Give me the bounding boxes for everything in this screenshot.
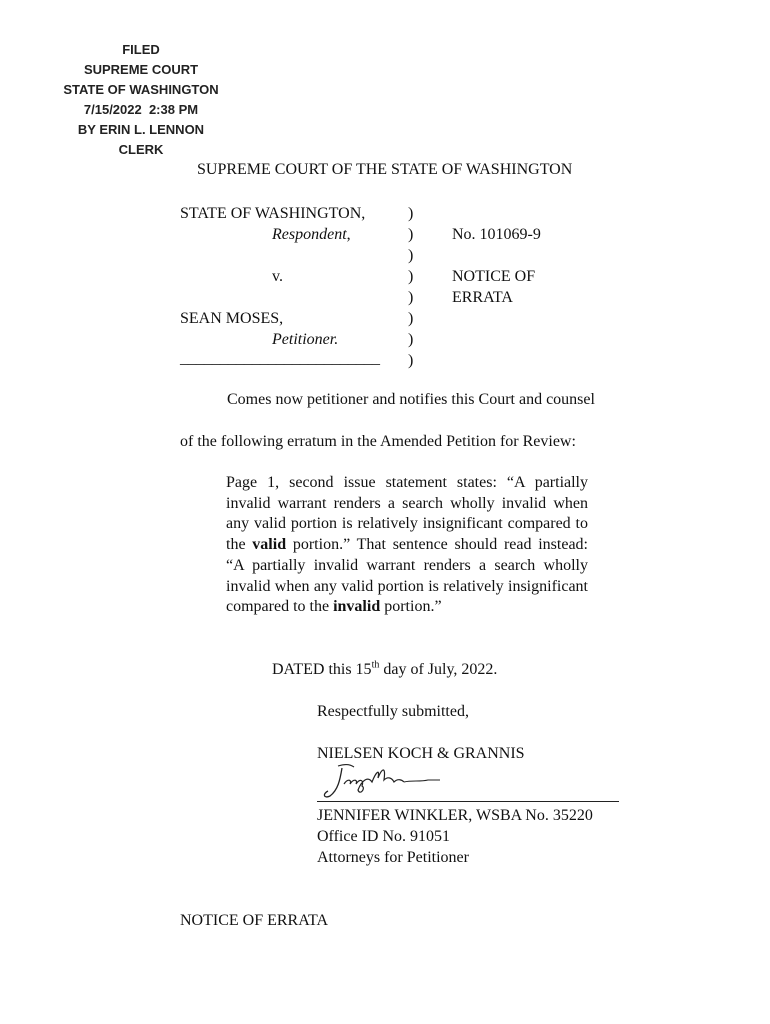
document-title-line2: ERRATA bbox=[452, 289, 513, 306]
erratum-quote bbox=[226, 473, 588, 618]
paren: ) bbox=[408, 352, 414, 369]
firm-name: NIELSEN KOCH & GRANNIS bbox=[317, 745, 525, 762]
quote-text: portion.” That sentence should read instead: “A partially invalid warrant renders a search wholly invalid when any valid portion is relatively insignificant compared to the bbox=[226, 536, 588, 616]
dated-ordinal: th bbox=[371, 659, 380, 671]
party-state: STATE OF WASHINGTON, bbox=[180, 205, 366, 222]
paren: ) bbox=[408, 247, 414, 264]
court-title: SUPREME COURT OF THE STATE OF WASHINGTON bbox=[197, 161, 573, 178]
versus-text: v. bbox=[272, 268, 283, 285]
dated-suffix: day of July, 2022. bbox=[379, 661, 498, 678]
quote-text: portion.” bbox=[380, 598, 442, 616]
case-number: No. 101069-9 bbox=[452, 226, 541, 243]
document-title-line1: NOTICE OF bbox=[452, 268, 536, 285]
intro-paragraph-line2: of the following erratum in the Amended Petition for Review: bbox=[180, 433, 576, 450]
role-comma: , bbox=[346, 226, 351, 243]
caption-underline: _________________________ bbox=[180, 350, 380, 367]
party-petitioner: SEAN MOSES, bbox=[180, 310, 284, 327]
stamp-line: SUPREME COURT bbox=[83, 62, 199, 77]
party-role-petitioner: Petitioner. bbox=[272, 331, 339, 348]
signature-line bbox=[317, 801, 619, 802]
attorney-name: JENNIFER WINKLER, WSBA No. 35220 bbox=[317, 807, 593, 824]
paren: ) bbox=[408, 226, 414, 243]
quote-text: Page 1, second issue statement states: “A partially invalid warrant renders a search wholly invalid when any valid portion is relatively insignificant compared to the bbox=[226, 474, 588, 554]
paren: ) bbox=[408, 205, 414, 222]
filing-stamp bbox=[40, 40, 242, 160]
stamp-line: STATE OF WASHINGTON bbox=[63, 82, 219, 97]
office-id: Office ID No. 91051 bbox=[317, 828, 451, 845]
intro-paragraph-line1: Comes now petitioner and notifies this Court and counsel bbox=[227, 391, 595, 408]
paren: ) bbox=[408, 310, 414, 327]
case-caption bbox=[180, 203, 600, 373]
stamp-line: 7/15/2022 2:38 PM bbox=[83, 102, 199, 117]
handwritten-signature bbox=[320, 758, 450, 802]
dated-line bbox=[272, 661, 497, 679]
caption-parentheses bbox=[408, 203, 420, 371]
attorney-role: Attorneys for Petitioner bbox=[317, 849, 469, 866]
paren: ) bbox=[408, 331, 414, 348]
role-text: Respondent bbox=[272, 226, 347, 243]
quote-emphasis-valid: valid bbox=[252, 536, 287, 554]
stamp-line: BY ERIN L. LENNON bbox=[77, 122, 205, 137]
stamp-line: FILED bbox=[122, 42, 160, 57]
page-footer: NOTICE OF ERRATA bbox=[180, 912, 329, 929]
paren: ) bbox=[408, 268, 414, 285]
stamp-line: CLERK bbox=[118, 142, 164, 157]
quote-emphasis-invalid: invalid bbox=[333, 598, 381, 616]
closing-text: Respectfully submitted, bbox=[317, 703, 469, 720]
dated-prefix: DATED this 15 bbox=[272, 661, 372, 678]
paren: ) bbox=[408, 289, 414, 306]
party-role-respondent bbox=[272, 224, 351, 245]
